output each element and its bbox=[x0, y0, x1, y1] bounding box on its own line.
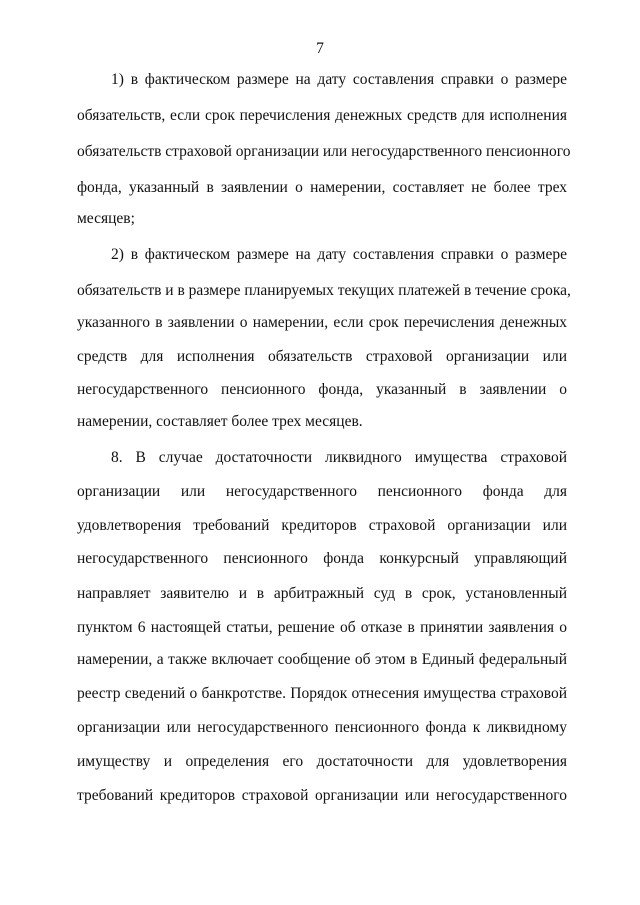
text-line: направляет заявителю и в арбитражный суд в срок, установленный bbox=[77, 585, 567, 602]
text-line: негосударственного пенсионного фонда конкурсный управляющий bbox=[77, 550, 567, 567]
text-line: требований кредиторов страховой организации или негосударственного bbox=[77, 787, 567, 804]
text-line: обязательств, если срок перечисления денежных средств для исполнения bbox=[77, 107, 567, 124]
text-line: обязательств и в размере планируемых текущих платежей в течение срока, bbox=[77, 282, 571, 299]
text-line: организации или негосударственного пенсионного фонда к ликвидному bbox=[77, 719, 567, 736]
text-line: удовлетворения требований кредиторов страховой организации или bbox=[77, 517, 567, 534]
text-line: негосударственного пенсионного фонда, указанный в заявлении о bbox=[77, 381, 567, 398]
text-line: указанного в заявлении о намерении, если срок перечисления денежных bbox=[77, 314, 567, 331]
text-line: обязательств страховой организации или негосударственного пенсионного bbox=[77, 143, 571, 160]
page-number: 7 bbox=[316, 40, 324, 57]
text-line: 1) в фактическом размере на дату составления справки о размере bbox=[111, 71, 567, 88]
text-line: месяцев; bbox=[77, 210, 135, 227]
text-line: имуществу и определения его достаточности для удовлетворения bbox=[77, 753, 567, 770]
text-line: 8. В случае достаточности ликвидного имущества страховой bbox=[111, 449, 567, 466]
text-line: организации или негосударственного пенсионного фонда для bbox=[77, 483, 567, 500]
text-line: средств для исполнения обязательств страховой организации или bbox=[77, 348, 567, 365]
text-line: намерении, составляет более трех месяцев. bbox=[77, 413, 363, 430]
text-line: 2) в фактическом размере на дату составления справки о размере bbox=[111, 246, 567, 263]
text-line: фонда, указанный в заявлении о намерении, составляет не более трех bbox=[77, 179, 567, 196]
text-line: реестр сведений о банкротстве. Порядок отнесения имущества страховой bbox=[77, 685, 567, 702]
text-line: пунктом 6 настоящей статьи, решение об отказе в принятии заявления о bbox=[77, 619, 567, 636]
text-line: намерении, а также включает сообщение об этом в Единый федеральный bbox=[77, 651, 567, 668]
